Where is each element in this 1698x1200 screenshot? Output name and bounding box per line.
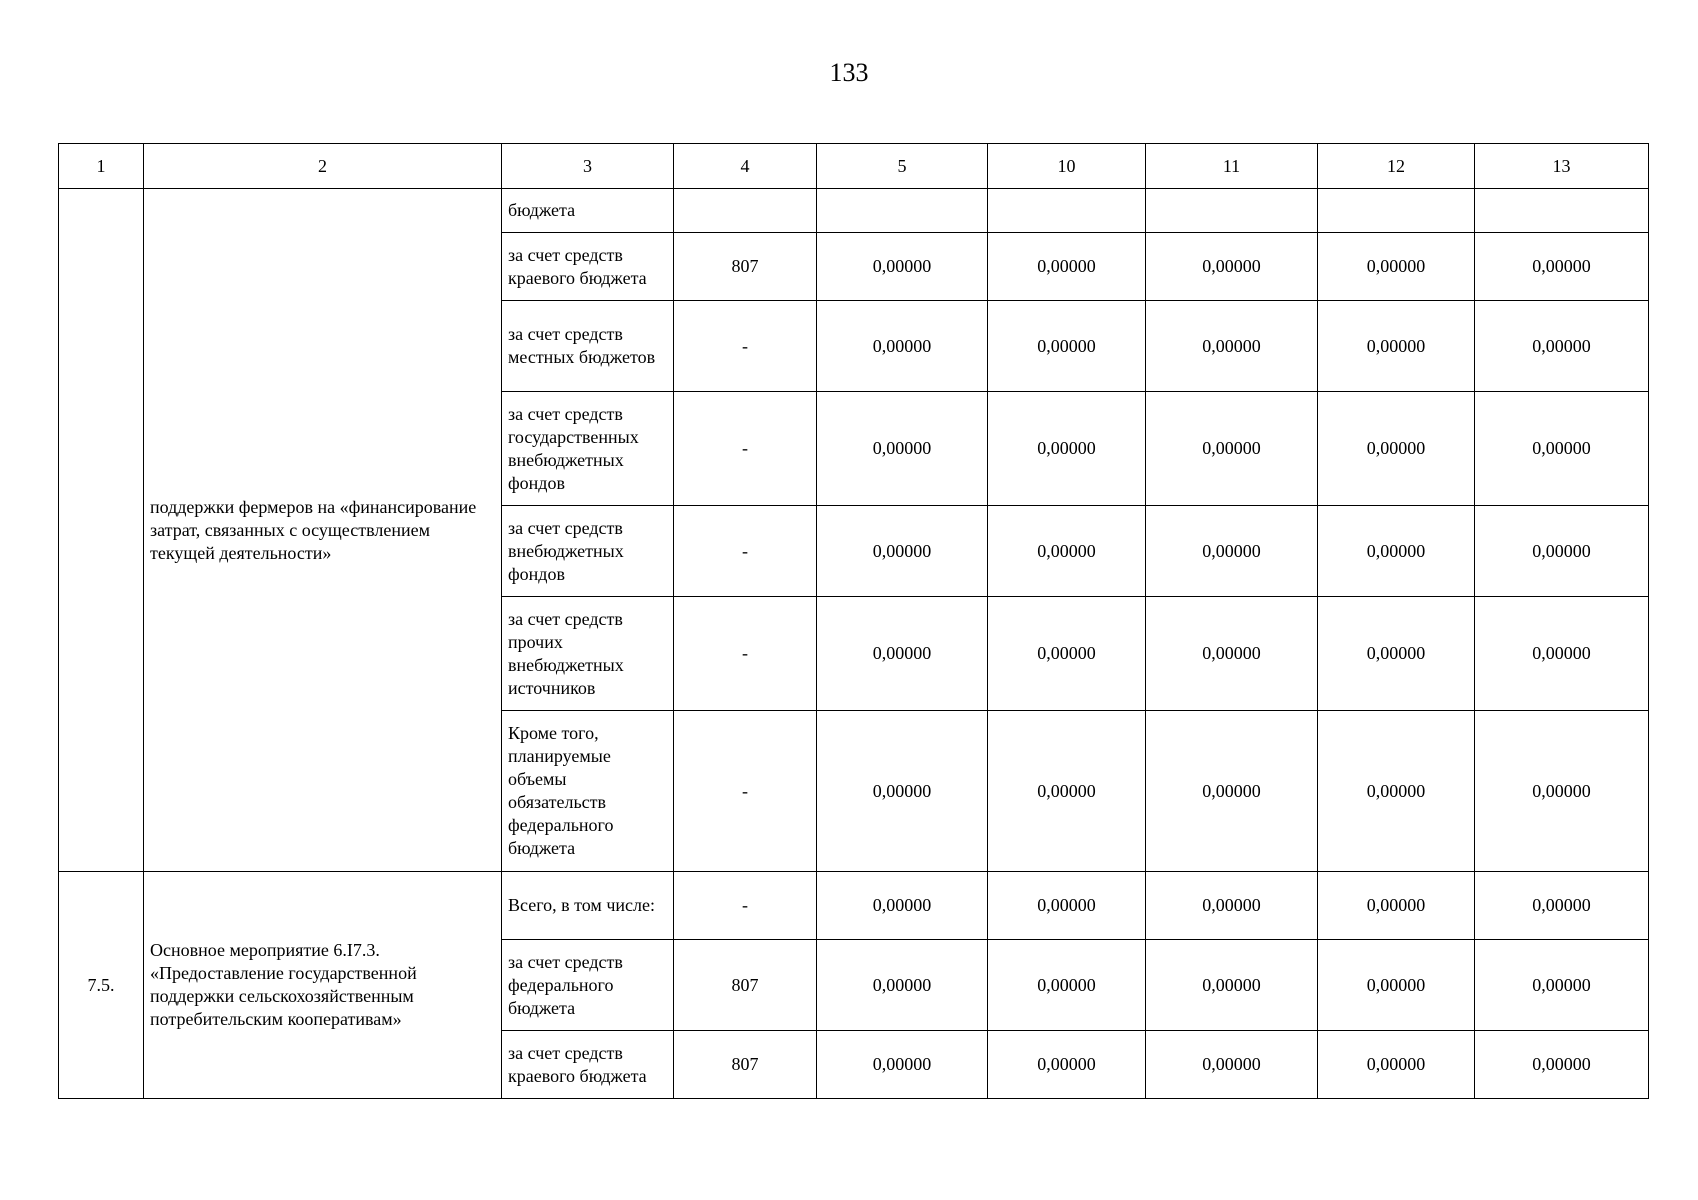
column-header: 4 bbox=[674, 144, 817, 189]
value-cell: 0,00000 bbox=[1146, 233, 1318, 301]
value-cell: 0,00000 bbox=[988, 506, 1146, 597]
code-cell: - bbox=[674, 597, 817, 711]
column-header: 2 bbox=[144, 144, 502, 189]
value-cell: 0,00000 bbox=[1318, 301, 1475, 392]
measure-name-cell: поддержки фермеров на «финансирование затрат, связанных с осуществлением текущей деятельности» bbox=[144, 189, 502, 872]
value-cell: 0,00000 bbox=[988, 233, 1146, 301]
value-cell: 0,00000 bbox=[1146, 872, 1318, 940]
value-cell: 0,00000 bbox=[988, 1031, 1146, 1099]
value-cell: 0,00000 bbox=[1146, 940, 1318, 1031]
funding-source-cell: за счет средств внебюджетных фондов bbox=[502, 506, 674, 597]
value-cell bbox=[1475, 189, 1649, 233]
value-cell: 0,00000 bbox=[988, 392, 1146, 506]
code-cell: - bbox=[674, 872, 817, 940]
funding-source-cell: за счет средств местных бюджетов bbox=[502, 301, 674, 392]
value-cell: 0,00000 bbox=[1475, 940, 1649, 1031]
code-cell bbox=[674, 189, 817, 233]
value-cell bbox=[1146, 189, 1318, 233]
funding-source-cell: Кроме того, планируемые объемы обязательств федерального бюджета bbox=[502, 711, 674, 872]
funding-source-cell: бюджета bbox=[502, 189, 674, 233]
value-cell: 0,00000 bbox=[1475, 392, 1649, 506]
column-header: 5 bbox=[817, 144, 988, 189]
value-cell: 0,00000 bbox=[1318, 597, 1475, 711]
value-cell: 0,00000 bbox=[1318, 940, 1475, 1031]
value-cell: 0,00000 bbox=[1146, 301, 1318, 392]
column-header: 10 bbox=[988, 144, 1146, 189]
page-number: 133 bbox=[829, 58, 869, 87]
funding-source-cell: за счет средств краевого бюджета bbox=[502, 233, 674, 301]
value-cell: 0,00000 bbox=[1318, 1031, 1475, 1099]
code-cell: - bbox=[674, 506, 817, 597]
value-cell: 0,00000 bbox=[817, 711, 988, 872]
funding-source-cell: за счет средств федерального бюджета bbox=[502, 940, 674, 1031]
value-cell: 0,00000 bbox=[817, 940, 988, 1031]
value-cell: 0,00000 bbox=[817, 392, 988, 506]
funding-source-cell: за счет средств прочих внебюджетных источников bbox=[502, 597, 674, 711]
column-header: 12 bbox=[1318, 144, 1475, 189]
value-cell: 0,00000 bbox=[1318, 711, 1475, 872]
value-cell: 0,00000 bbox=[1146, 711, 1318, 872]
value-cell: 0,00000 bbox=[1475, 301, 1649, 392]
value-cell: 0,00000 bbox=[817, 233, 988, 301]
column-header: 11 bbox=[1146, 144, 1318, 189]
value-cell: 0,00000 bbox=[1318, 233, 1475, 301]
value-cell: 0,00000 bbox=[1146, 506, 1318, 597]
value-cell: 0,00000 bbox=[1318, 506, 1475, 597]
value-cell: 0,00000 bbox=[1475, 872, 1649, 940]
column-header: 3 bbox=[502, 144, 674, 189]
value-cell: 0,00000 bbox=[1146, 597, 1318, 711]
table-row bbox=[59, 872, 1649, 940]
value-cell bbox=[988, 189, 1146, 233]
value-cell: 0,00000 bbox=[988, 301, 1146, 392]
table-row bbox=[59, 189, 1649, 233]
value-cell: 0,00000 bbox=[1318, 872, 1475, 940]
value-cell: 0,00000 bbox=[1146, 392, 1318, 506]
value-cell: 0,00000 bbox=[1318, 392, 1475, 506]
value-cell: 0,00000 bbox=[1146, 1031, 1318, 1099]
funding-source-cell: за счет средств краевого бюджета bbox=[502, 1031, 674, 1099]
value-cell: 0,00000 bbox=[1475, 233, 1649, 301]
value-cell bbox=[1318, 189, 1475, 233]
value-cell: 0,00000 bbox=[817, 506, 988, 597]
value-cell: 0,00000 bbox=[1475, 711, 1649, 872]
code-cell: - bbox=[674, 301, 817, 392]
column-number-row bbox=[59, 144, 1649, 189]
budget-table bbox=[58, 143, 1649, 1099]
code-cell: 807 bbox=[674, 233, 817, 301]
value-cell: 0,00000 bbox=[817, 872, 988, 940]
column-header: 1 bbox=[59, 144, 144, 189]
measure-name-cell: Основное мероприятие 6.I7.3. «Предоставление государственной поддержки сельскохозяйственным потребительским кооперативам» bbox=[144, 872, 502, 1099]
code-cell: - bbox=[674, 392, 817, 506]
code-cell: 807 bbox=[674, 940, 817, 1031]
value-cell: 0,00000 bbox=[817, 301, 988, 392]
code-cell: 807 bbox=[674, 1031, 817, 1099]
value-cell: 0,00000 bbox=[1475, 506, 1649, 597]
value-cell: 0,00000 bbox=[988, 711, 1146, 872]
value-cell: 0,00000 bbox=[988, 940, 1146, 1031]
value-cell bbox=[817, 189, 988, 233]
code-cell: - bbox=[674, 711, 817, 872]
column-header: 13 bbox=[1475, 144, 1649, 189]
value-cell: 0,00000 bbox=[817, 597, 988, 711]
row-index-cell bbox=[59, 189, 144, 872]
value-cell: 0,00000 bbox=[988, 872, 1146, 940]
funding-source-cell: Всего, в том числе: bbox=[502, 872, 674, 940]
row-index-cell: 7.5. bbox=[59, 872, 144, 1099]
value-cell: 0,00000 bbox=[988, 597, 1146, 711]
value-cell: 0,00000 bbox=[817, 1031, 988, 1099]
funding-source-cell: за счет средств государственных внебюджетных фондов bbox=[502, 392, 674, 506]
value-cell: 0,00000 bbox=[1475, 597, 1649, 711]
value-cell: 0,00000 bbox=[1475, 1031, 1649, 1099]
